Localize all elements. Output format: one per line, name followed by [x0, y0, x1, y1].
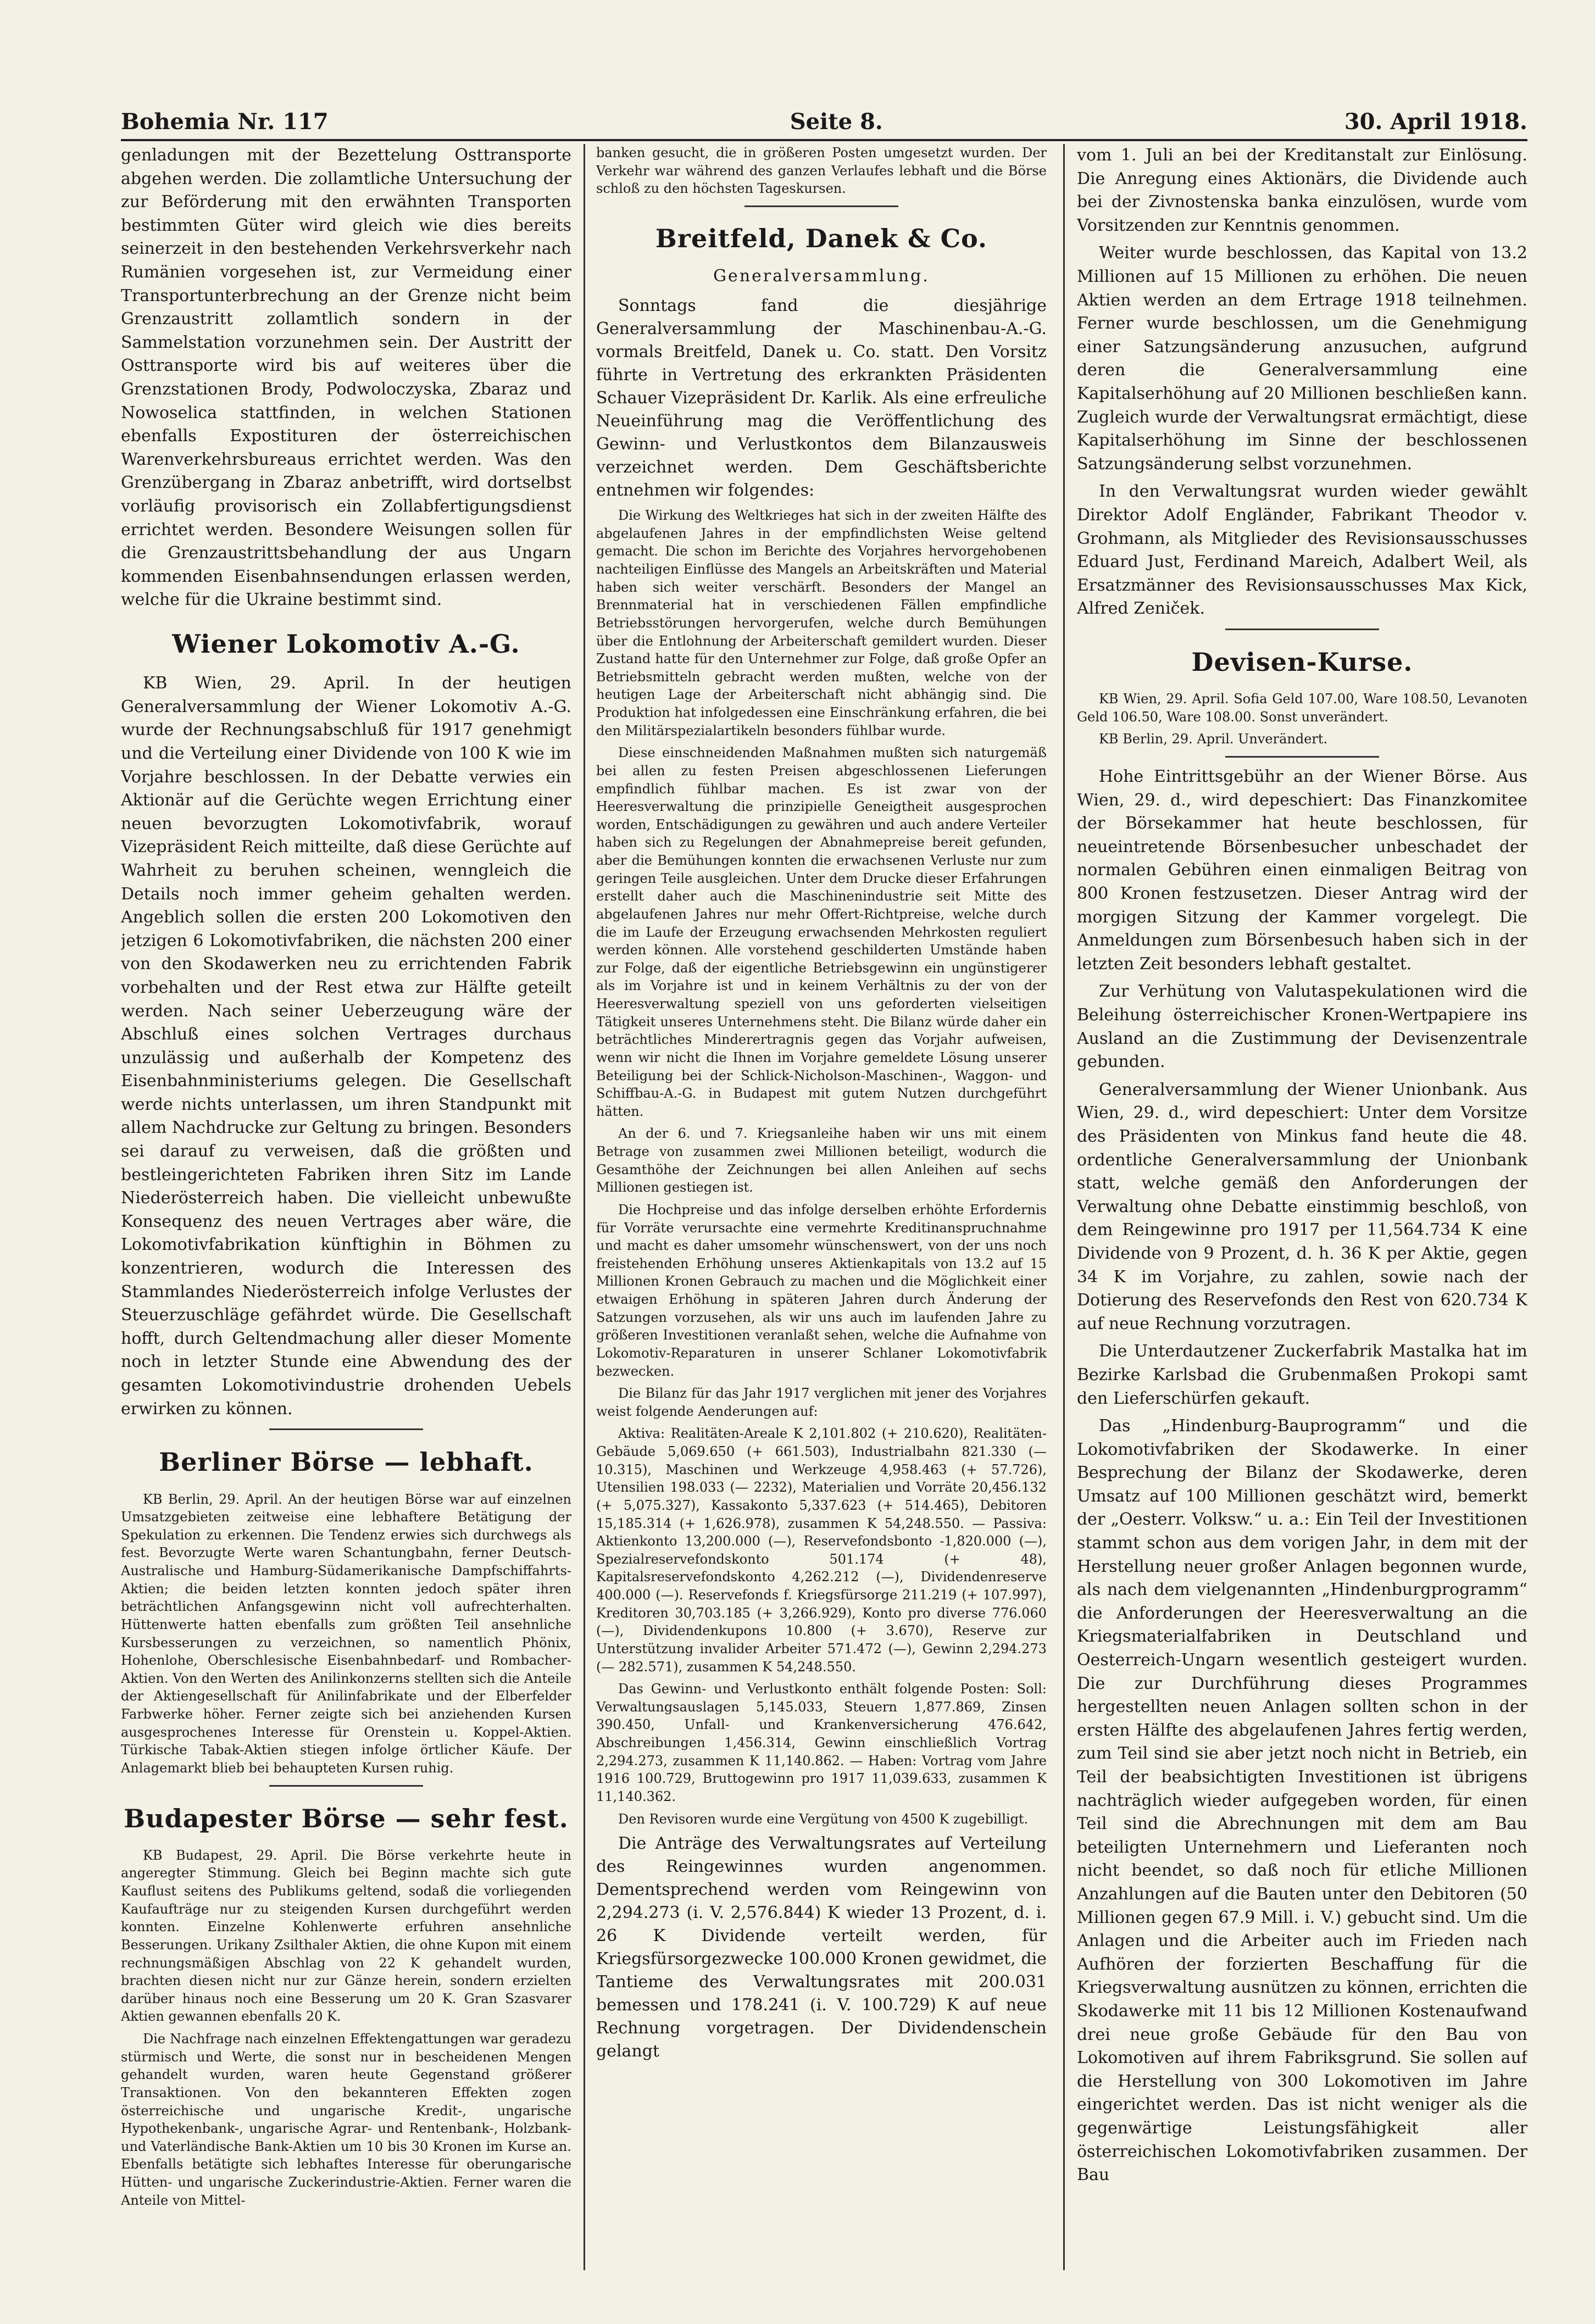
article-text: KB Wien, 29. April. Sofia Geld 107.00, Ware 108.50, Levanoten Geld 106.50, Ware 108.00. Sonst unverändert.: [1077, 691, 1527, 725]
separator: [1225, 629, 1379, 630]
article-text: Zur Verhütung von Valutaspekulationen wird die Beleihung österreichischer Kronen-Wertpapiere ins Ausland an die Zustimmung der Devisenzentrale gebunden.: [1077, 982, 1527, 1072]
separator: [269, 1428, 423, 1430]
article-heading-breitfeld-danek: Breitfeld, Danek & Co.: [655, 223, 988, 253]
col2-lead: banken gesucht, die in größeren Posten umgesetzt wurden. Der Verkehr war während des ganzen Verlaufes lebhaft und die Börse schloß zu den höchsten Tageskursen.: [596, 145, 1047, 197]
header-page-number: Seite 8.: [790, 109, 883, 135]
article-text: In den Verwaltungsrat wurden wieder gewählt Direktor Adolf Engländer, Fabrikant Theodor v. Grohmann, als Mitglieder des Revisionsausschusses Eduard Just, Ferdinand Mareich, Adalbert Weil, als Ersatzmänner des Revisionsausschusses Max Kick, Alfred Zeniček.: [1077, 482, 1527, 619]
article-text: Die Anträge des Verwaltungsrates auf Verteilung des Reingewinnes wurden angenommen. Dementsprechend werden vom Reingewinn von 2,294.273 (i. V. 2,576.844) K wieder 13 Prozent, d. i. 26 K Dividende verteilt werden, für Kriegsfürsorgezwecke 100.000 Kronen gewidmet, die Tantieme des Verwaltungsrates mit 200.031 bemessen und 178.241 (i. V. 100.729) K auf neue Rechnung vorgetragen. Der Dividendenschein gelangt: [596, 1834, 1047, 2061]
article-text: An der 6. und 7. Kriegsanleihe haben wir uns mit einem Betrage von zusammen zwei Millionen beteiligt, wodurch die Gesamthöhe der Zeichnungen bei allen Anleihen auf sechs Millionen gestiegen ist.: [596, 1126, 1047, 1196]
article-text: Hohe Eintrittsgebühr an der Wiener Börse. Aus Wien, 29. d., wird depeschiert: Das Finanzkomitee der Börsekammer hat heute beschlossen, für neueintretende Börsenbesucher unbeschadet der normalen Gebühren einen einmaligen Beitrag von 800 Kronen festzusetzen. Dieser Antrag wird der morgigen Sitzung der Kammer vorgelegt. Die Anmeldungen zum Börsenbesuch haben sich in der letzten Zeit besonders lebhaft gestaltet.: [1077, 767, 1527, 974]
column-rule-1: [583, 144, 585, 2270]
article-text: KB Budapest, 29. April. Die Börse verkehrte heute in angeregter Stimmung. Gleich bei Beginn machte sich gute Kauflust seitens des Publikums geltend, sodaß die vorliegenden Kaufaufträge nur zu steigenden Kursen durchgeführt werden konnten. Einzelne Kohlenwerte erfuhren ansehnliche Besserungen. Urikany Zsilthaler Aktien, die ohne Kupon mit einem rechnungsmäßigen Abschlag von 22 K gehandelt wurden, brachten diesen nicht nur zur Gänze herein, sondern erzielten darüber hinaus noch eine Besserung um 20 K. Gran Szasvarer Aktien gewannen ebenfalls 20 K.: [121, 1847, 571, 2025]
article-text: Aktiva: Realitäten-Areale K 2,101.802 (+ 210.620), Realitäten-Gebäude 5,069.650 (+ 661.503), Industrialbahn 821.330 (— 10.315), Maschinen und Werkzeuge 4,958.463 (+ 57.726), Utensilien 198.033 (— 2232), Materialien und Vorräte 20,456.132 (+ 5,075.327), Kassakonto 5,337.623 (+ 514.465), Debitoren 15,185.314 (+ 1,626.978), zusammen K 54,248.550. — Passiva: Aktienkonto 13,200.000 (—), Reservefondsbonto -1,820.000 (—), Spezialreservefondskonto 501.174 (+ 48), Kapitalsreservefondskonto 4,262.212 (—), Dividendenreserve 400.000 (—). Reservefonds f. Kriegsfürsorge 211.219 (+ 107.997), Kreditoren 30,703.185 (+ 3,266.929), Konto pro diverse 776.060 (—), Dividendenkupons 10.800 (+ 3.670), Reserve zur Unterstützung invalider Arbeiter 571.472 (—), Gewinn 2,294.273 (— 282.571), zusammen K 54,248.550.: [596, 1426, 1047, 1675]
article-text: Das „Hindenburg-Bauprogramm“ und die Lokomotivfabriken der Skodawerke. In einer Besprechung der Bilanz der Skodawerke, deren Umsatz auf 100 Millionen geschätzt wird, bemerkt der „Oesterr. Volksw.“ u. a.: Ein Teil der Investitionen stammt schon aus dem vorigen Jahr, in dem mit der Herstellung neuer großer Anlagen begonnen wurde, als nach dem vielgenannten „Hindenburgprogramm“ die Anforderungen der Heeresverwaltung an die Kriegsmaterialfabriken in Deutschland und Oesterreich-Ungarn wesentlich gesteigert wurden. Die zur Durchführung dieses Programmes hergestellten neuen Anlagen sollten schon in der ersten Hälfte des abgelaufenen Jahres fertig werden, zum Teil sind sie aber jetzt noch nicht in Betrieb, ein Teil der beabsichtigten Investitionen ist übrigens nachträglich wieder aufgegeben worden, für einen Teil sind die Abrechnungen mit dem am Bau beteiligten Unternehmern und Lieferanten noch nicht beendet, so daß noch für etliche Millionen Anzahlungen auf die Bauten unter den Debitoren (50 Millionen gegen 67.9 Mill. i. V.) gebucht sind. Um die Anlagen und die Arbeiter auch im Frieden nach Aufhören der forzierten Beschaffung für die Kriegsverwaltung ausnützen zu können, errichten die Skodawerke mit 11 bis 12 Millionen Kostenaufwand drei neue große Gebäude für den Bau von Lokomotiven auf ihrem Fabriksgrund. Sie sollen auf die Herstellung von 300 Lokomotiven im Jahre eingerichtet werden. Das ist nicht weniger als die gegenwärtige Leistungsfähigkeit aller österreichischen Lokomotivfabriken zusammen. Der Bau: [1077, 1416, 1527, 2185]
article-text: Das Gewinn- und Verlustkonto enthält folgende Posten: Soll: Verwaltungsauslagen 5,145.033, Steuern 1,877.869, Zinsen 390.450, Unfall- und Krankenversicherung 476.642, Abschreibungen 1,456.314, Gewinn einschließlich Vortrag 2,294.273, zusammen K 11,140.862. — Haben: Vortrag vom Jahre 1916 100.729, Bruttogewinn pro 1917 11,039.633, zusammen K 11,140.362.: [596, 1681, 1047, 1804]
article-text: Sonntags fand die diesjährige Generalversammlung der Maschinenbau-A.-G. vormals Breitfeld, Danek u. Co. statt. Den Vorsitz führte in Vertretung des erkrankten Präsidenten Schauer Vizepräsident Dr. Karlik. Als eine erfreuliche Neueinführung mag die Veröffentlichung des Gewinn- und Verlustkontos dem Bilanzausweis verzeichnet werden. Dem Geschäftsberichte entnehmen wir folgendes:: [596, 296, 1047, 501]
article-text: Die Bilanz für das Jahr 1917 verglichen mit jener des Vorjahres weist folgende Aenderungen auf:: [596, 1386, 1047, 1419]
separator: [1225, 756, 1379, 758]
page-header: [121, 102, 1527, 141]
article-heading-budapester-boerse: Budapester Börse — sehr fest.: [124, 1803, 569, 1833]
column-rule-2: [1063, 144, 1065, 2270]
header-date: 30. April 1918.: [1344, 109, 1527, 135]
column-3: [1077, 144, 1527, 2276]
article-text: Die Unterdautzener Zuckerfabrik Mastalka hat im Bezirke Karlsbad die Grubenmaßen Prokopi samt den Lieferschürfen gekauft.: [1077, 1342, 1527, 1408]
article-text: Den Revisoren wurde eine Vergütung von 4500 K zugebilligt.: [618, 1811, 1029, 1827]
article-text: Die Hochpreise und das infolge derselben erhöhte Erfordernis für Vorräte verursachte eine vermehrte Kreditinanspruchnahme und macht es daher umsomehr wünschenswert, von der uns noch freistehenden Erhöhung unseres Aktienkapitals von 13.2 auf 15 Millionen Kronen Gebrauch zu machen und die Möglichkeit einer etwaigen Erhöhung in späteren Jahren durch Änderung der Satzungen vorzusehen, als wir uns auch im laufenden Jahre zu größeren Investitionen veranlaßt sehen, welche die Aufnahme von Lokomotiv-Reparaturen in unserer Schlaner Lokomotivfabrik bezwecken.: [596, 1202, 1047, 1379]
separator: [269, 1785, 423, 1787]
article-heading-devisen-kurse: Devisen-Kurse.: [1191, 647, 1413, 677]
article-text: Die Nachfrage nach einzelnen Effektengattungen war geradezu stürmisch und Werte, die sonst nur in bescheidenen Mengen gehandelt wurden, waren heute Gegenstand größerer Transaktionen. Von den bekannteren Effekten zogen österreichische und ungarische Kredit-, ungarische Hypothekenbank-, ungarische Agrar- und Rentenbank-, Holzbank- und Vaterländische Bank-Aktien um 10 bis 30 Kronen im Kurse an. Ebenfalls betätigte sich lebhaftes Interesse für oberungarische Hütten- und ungarische Zuckerindustrie-Aktien. Ferner waren die Anteile von Mittel-: [121, 2031, 571, 2208]
article-heading-wiener-lokomotiv: Wiener Lokomotiv A.-G.: [172, 629, 520, 659]
column-1: [121, 144, 571, 2276]
article-text: KB Berlin, 29. April. An der heutigen Börse war auf einzelnen Umsatzgebieten zeitweise eine lebhaftere Betätigung der Spekulation zu erkennen. Die Tendenz erwies sich durchwegs als fest. Bevorzugte Werte waren Schantungbahn, ferner Deutsch-Australische und Hamburg-Südamerikanische Dampfschiffahrts-Aktien; die beiden letzten konnten jedoch später ihren beträchtlichen Anfangsgewinn nicht voll aufrechterhalten. Hüttenwerte hatten ebenfalls zum größten Teil ansehnliche Kursbesserungen zu verzeichnen, so namentlich Phönix, Hohenlohe, Oberschlesische Eisenbahnbedarf- und Rombacher-Aktien. Von den Werten des Anilinkonzerns stellten sich die Anteile der Aktiengesellschaft für Anilinfabrikate und der Elberfelder Farbwerke höher. Ferner zeigte sich bei anziehenden Kursen ausgesprochenes Interesse für Orenstein u. Koppel-Aktien. Türkische Tabak-Aktien stiegen infolge örtlicher Käufe. Der Anlagemarkt blieb bei behaupteten Kursen ruhig.: [121, 1491, 571, 1776]
separator: [744, 205, 898, 207]
article-subheading: Generalversammlung.: [713, 266, 930, 286]
article-text: Die Wirkung des Weltkrieges hat sich in der zweiten Hälfte des abgelaufenen Jahres in der empfindlichsten Weise geltend gemacht. Die schon im Berichte des Vorjahres hervorgehobenen nachteiligen Einflüsse des Mangels an Arbeitskräften und Material haben sich weiter verschärft. Besonders der Mangel an Brennmaterial hat in verschiedenen Fällen empfindliche Betriebsstörungen hervorgerufen, welche durch Bemühungen über die Entlohnung der Arbeiterschaft gemildert wurden. Dieser Zustand hatte für den Unternehmer zur Folge, daß große Opfer an Betriebsmitteln gebracht werden mußten, welche von der heutigen Lage der Arbeiterschaft nicht abhängig sind. Die Produktion hat infolgedessen eine Einschränkung erfahren, die bei den Militärspezialartikeln besonders fühlbar wurde.: [596, 508, 1047, 738]
article-text: Diese einschneidenden Maßnahmen mußten sich naturgemäß bei allen zu festen Preisen abgeschlossenen Lieferungen empfindlich fühlbar machen. Es ist zwar von der Heeresverwaltung die prinzipielle Geneigtheit ausgesprochen worden, Entschädigungen zu gewähren und auch andere Verteiler haben sich zu Regelungen der Abnahmepreise bereit gefunden, aber die Bemühungen konnten die erwachsenen Verluste nur zum geringen Teile ausgleichen. Unter dem Drucke dieser Erfahrungen erstellt daher auch die Maschinenindustrie seit Mitte des abgelaufenen Jahres nur mehr Offert-Richtpreise, welche durch die im Laufe der Erzeugung erwachsenden Mehrkosten reguliert werden können. Alle vorstehend geschilderten Umstände haben zur Folge, daß der eigentliche Betriebsgewinn ein ungünstigerer als im Vorjahre ist und in keinem Verhältnis zu der von der Heeresverwaltung speziell von uns geforderten vielseitigen Tätigkeit unseres Unternehmens steht. Die Bilanz würde daher ein beträchtliches Minderertragnis gegen das Vorjahr aufweisen, wenn wir nicht die Ihnen im Vorjahre gemeldete Lösung unserer Beteiligung bei der Schlick-Nicholson-Maschinen-, Waggon- und Schiffbau-A.-G. in Budapest mit gutem Nutzen durchgeführt hätten.: [596, 745, 1047, 1119]
article-text: KB Berlin, 29. April. Unverändert.: [1099, 731, 1328, 747]
article-text: Weiter wurde beschlossen, das Kapital von 13.2 Millionen auf 15 Millionen zu erhöhen. Die neuen Aktien werden an dem Ertrage 1918 teilnehmen. Ferner wurde beschlossen, um die Genehmigung einer Satzungsänderung anzusuchen, aufgrund deren die Generalversammlung eine Kapitalserhöhung auf 20 Millionen beschließen kann. Zugleich wurde der Verwaltungsrat ermächtigt, diese Kapitalserhöhung im Sinne der beschlossenen Satzungsänderung selbst vorzunehmen.: [1077, 243, 1527, 474]
article-heading-berliner-boerse: Berliner Börse — lebhaft.: [159, 1447, 533, 1477]
col3-lead: vom 1. Juli an bei der Kreditanstalt zur Einlösung. Die Anregung eines Aktionärs, die Dividende auch bei der Zivnostenska banka einzulösen, wurde vom Vorsitzenden zur Kenntnis genommen.: [1077, 146, 1527, 235]
header-paper-name: Bohemia Nr. 117: [121, 109, 329, 135]
article-text: Generalversammlung der Wiener Unionbank. Aus Wien, 29. d., wird depeschiert: Unter dem Vorsitze des Präsidenten von Minkus fand heute die 48. ordentliche Generalversammlung der Unionbank statt, welche gemäß den Anforderungen der Verwaltung ohne Debatte einstimmig beschloß, von dem Reingewinne pro 1917 per 11,564.734 K eine Dividende von 9 Prozent, d. h. 36 K per Aktie, gegen 34 K im Vorjahre, zu zahlen, sowie nach der Dotierung des Reservefonds den Rest von 620.734 K auf neue Rechnung vorzutragen.: [1077, 1080, 1527, 1333]
col1-lead: genladungen mit der Bezettelung Osttransporte abgehen werden. Die zollamtliche Untersuchung der zur Beförderung mit den erwähnten Transporten bestimmten Güter wird gleich wie dies bereits seinerzeit in den bestehenden Verkehrsverkehr nach Rumänien vorgesehen ist, zur Vermeidung einer Transportunterbrechung an der Grenze nicht beim Grenzaustritt zollamtlich sondern in der Sammelstation vorzunehmen sein. Der Austritt der Osttransporte wird bis auf weiteres über die Grenzstationen Brody, Podwoloczyska, Zbaraz und Nowoselica stattfinden, in welchen Stationen ebenfalls Expostituren der österreichischen Warenverkehrsbureaus errichtet werden. Was den Grenzübergang in Zbaraz anbetrifft, wird dortselbst vorläufig provisorisch ein Zollabfertigungsdienst errichtet werden. Besondere Weisungen sollen für die Grenzaustrittsbehandlung der aus Ungarn kommenden Eisenbahnsendungen erlassen werden, welche für die Ukraine bestimmt sind.: [121, 146, 571, 610]
article-text: KB Wien, 29. April. In der heutigen Generalversammlung der Wiener Lokomotiv A.-G. wurde der Rechnungsabschluß für 1917 genehmigt und die Verteilung einer Dividende von 100 K wie im Vorjahre beschlossen. In der Debatte verwies ein Aktionär auf die Gerüchte wegen Errichtung einer neuen bevorzugten Lokomotivfabrik, worauf Vizepräsident Reich mitteilte, daß diese Gerüchte auf Wahrheit zu beruhen scheinen, wenngleich die Details noch immer geheim gehalten werden. Angeblich sollen die ersten 200 Lokomotiven den jetzigen 6 Lokomotivfabriken, die nächsten 200 einer von den Skodawerken neu zu errichtenden Fabrik vorbehalten und der Rest etwa zur Hälfte geteilt werden. Nach seiner Ueberzeugung wäre der Abschluß eines solchen Vertrages durchaus unzulässig und außerhalb der Kompetenz des Eisenbahnministeriums gelegen. Die Gesellschaft werde nichts unterlassen, um ihren Standpunkt mit allem Nachdrucke zur Geltung zu bringen. Besonders sei darauf zu verweisen, daß die größten und bestleingerichteten Fabriken ihren Sitz im Lande Niederösterreich haben. Die vielleicht unbewußte Konsequenz des neuen Vertrages aber wäre, die Lokomotivfabrikation künftighin in Böhmen zu konzentrieren, wodurch die Interessen des Stammlandes Niederösterreich infolge Verlustes der Steuerzuschläge gefährdet würde. Die Gesellschaft hofft, durch Geltendmachung aller dieser Momente noch in letzter Stunde eine Abwendung des der gesamten Lokomotivindustrie drohenden Uebels erwirken zu können.: [121, 674, 571, 1419]
column-2: [596, 144, 1047, 2276]
